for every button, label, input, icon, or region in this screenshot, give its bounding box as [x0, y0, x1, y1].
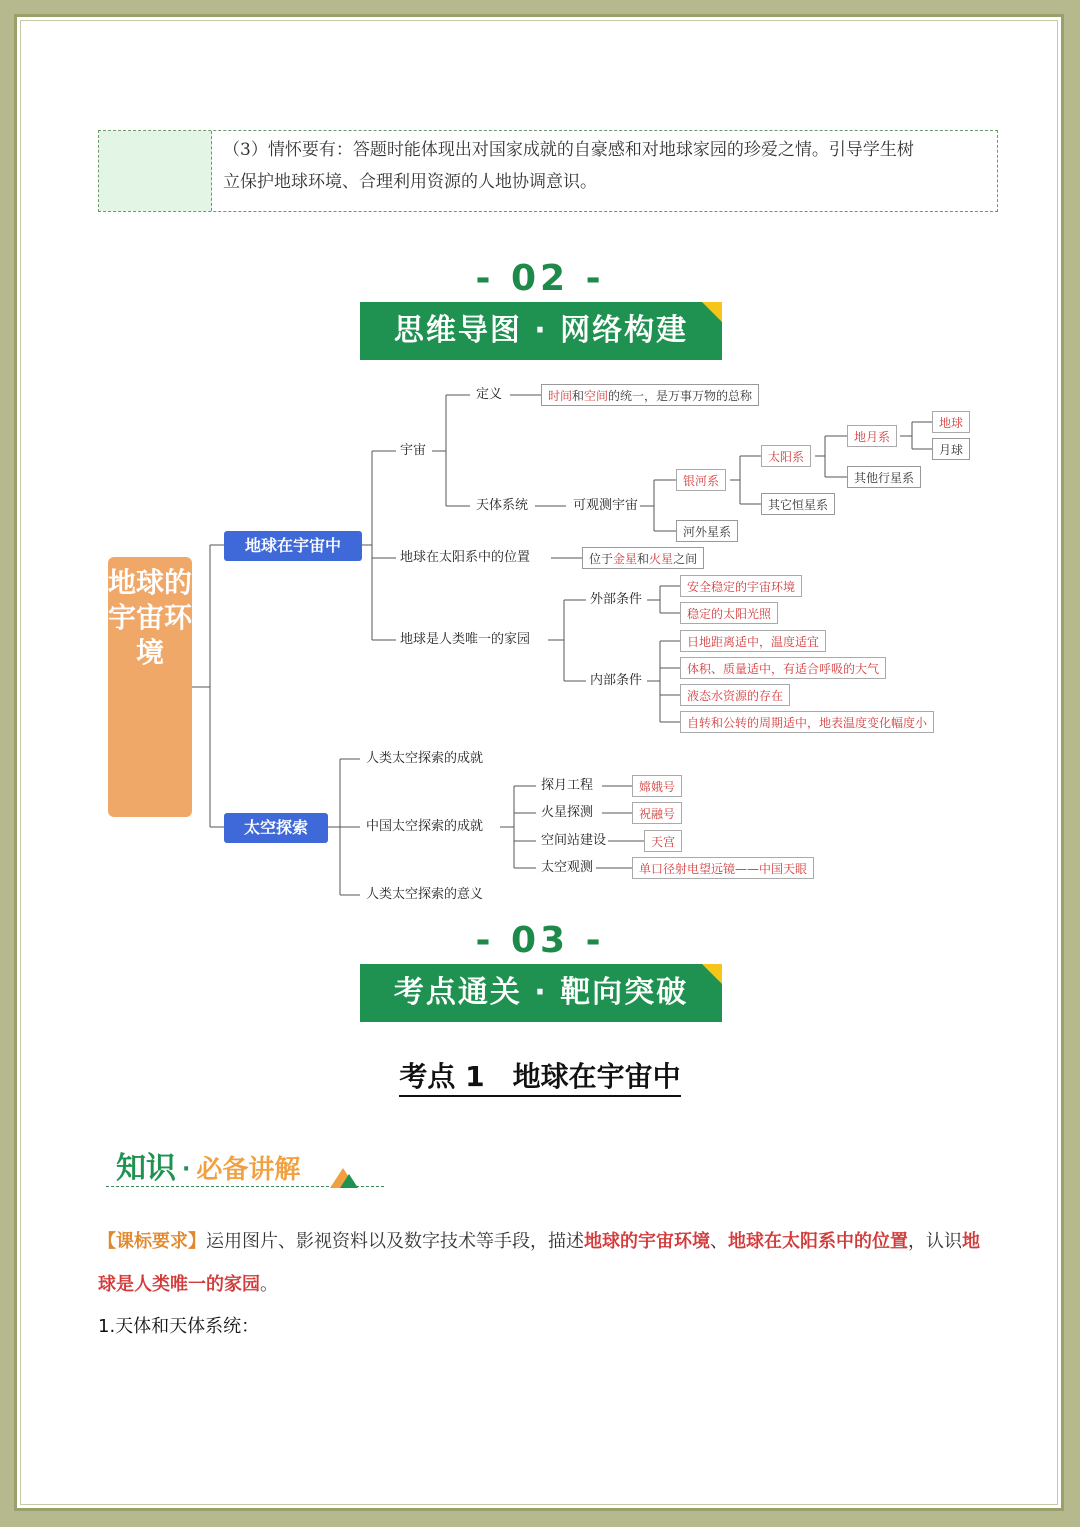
curriculum-requirement [98, 1220, 988, 1306]
internal-item: 液态水资源的存在 [680, 684, 790, 706]
definition-box [541, 384, 759, 406]
internal-item: 日地距离适中，温度适宜 [680, 630, 826, 652]
box-earth: 地球 [932, 411, 970, 433]
req-highlight: 地球是人类唯一的家园 [98, 1231, 980, 1295]
intro-line-1: （3）情怀要有：答题时能体现出对国家成就的自豪感和对地球家园的珍爱之情。引导学生树 [223, 140, 914, 160]
knowledge-header [116, 1143, 300, 1187]
box-extragalactic: 河外星系 [676, 520, 738, 542]
node-internal: 内部条件 [590, 673, 643, 688]
node-observable-universe: 可观测宇宙 [573, 498, 639, 513]
pos-p3: 和 [637, 552, 650, 566]
box-moon: 月球 [932, 438, 970, 460]
pos-p5: 之间 [673, 552, 698, 566]
pos-p1: 位于 [589, 552, 614, 566]
def-time: 时间 [548, 389, 573, 403]
node-china-achievements: 中国太空探索的成就 [366, 819, 484, 834]
mountain-icon-small [340, 1174, 358, 1188]
section-number: - 02 - [475, 258, 605, 299]
external-item: 稳定的太阳光照 [680, 602, 778, 624]
box-solar-system: 太阳系 [761, 445, 811, 467]
branch-earth-in-universe: 地球在宇宙中 [224, 531, 362, 561]
section-number: - 03 - [475, 920, 605, 961]
china-row-value: 单口径射电望远镜——中国天眼 [632, 857, 814, 879]
node-universe: 宇宙 [400, 443, 427, 458]
box-other-planets: 其他行星系 [847, 466, 921, 488]
china-row-label: 空间站建设 [541, 833, 607, 848]
req-text: 运用图片、影视资料以及数字技术等手段，描述 [206, 1231, 584, 1252]
knowledge-label: 知识 [116, 1151, 176, 1186]
def-and: 和 [572, 389, 585, 403]
box-other-stars: 其它恒星系 [761, 493, 835, 515]
topic-heading [330, 1055, 750, 1095]
node-external: 外部条件 [590, 592, 643, 607]
section-banner [360, 964, 722, 1022]
node-significance: 人类太空探索的意义 [366, 887, 484, 902]
branch-space-exploration: 太空探索 [224, 813, 328, 843]
internal-item: 体积、质量适中，有适合呼吸的大气 [680, 657, 886, 679]
node-celestial-system: 天体系统 [476, 498, 529, 513]
section-title: 考点通关 · 靶向突破 [393, 975, 689, 1010]
china-row-label: 火星探测 [541, 805, 594, 820]
knowledge-sub-label: 必备讲解 [196, 1155, 301, 1185]
node-home: 地球是人类唯一的家园 [400, 632, 531, 647]
intro-line-2: 立保护地球环境、合理利用资源的人地协调意识。 [223, 172, 597, 192]
req-highlight: 地球在太阳系中的位置 [728, 1231, 908, 1252]
china-row-label: 太空观测 [541, 860, 594, 875]
def-space: 空间 [584, 389, 609, 403]
box-earth-moon-system: 地月系 [847, 425, 897, 447]
node-human-achievements: 人类太空探索的成就 [366, 751, 484, 766]
china-row-value: 天宫 [644, 830, 682, 852]
knowledge-dot: · [182, 1157, 191, 1182]
external-item: 安全稳定的宇宙环境 [680, 575, 802, 597]
req-text: 、 [710, 1231, 728, 1252]
pos-mars: 火星 [649, 552, 674, 566]
subheading: 1.天体和天体系统： [98, 1316, 260, 1337]
req-text: 。 [260, 1274, 278, 1295]
internal-item: 自转和公转的周期适中，地表温度变化幅度小 [680, 711, 934, 733]
topic-heading-text: 考点 1 地球在宇宙中 [399, 1060, 680, 1097]
def-rest: 的统一，是万事万物的总称 [608, 389, 753, 403]
pos-venus: 金星 [613, 552, 638, 566]
china-row-value: 嫦娥号 [632, 775, 682, 797]
china-row-label: 探月工程 [541, 778, 594, 793]
mindmap-root: 地球的宇宙环境 [108, 557, 192, 817]
section-title: 思维导图 · 网络构建 [393, 313, 689, 348]
requirement-tag: 【课标要求】 [98, 1231, 206, 1252]
req-text: ，认识 [908, 1231, 962, 1252]
banner-corner [702, 964, 722, 984]
req-highlight: 地球的宇宙环境 [584, 1231, 710, 1252]
node-position: 地球在太阳系中的位置 [400, 550, 531, 565]
node-definition: 定义 [476, 387, 503, 402]
china-row-value: 祝融号 [632, 802, 682, 824]
position-box [582, 547, 704, 569]
box-milky-way: 银河系 [676, 469, 726, 491]
